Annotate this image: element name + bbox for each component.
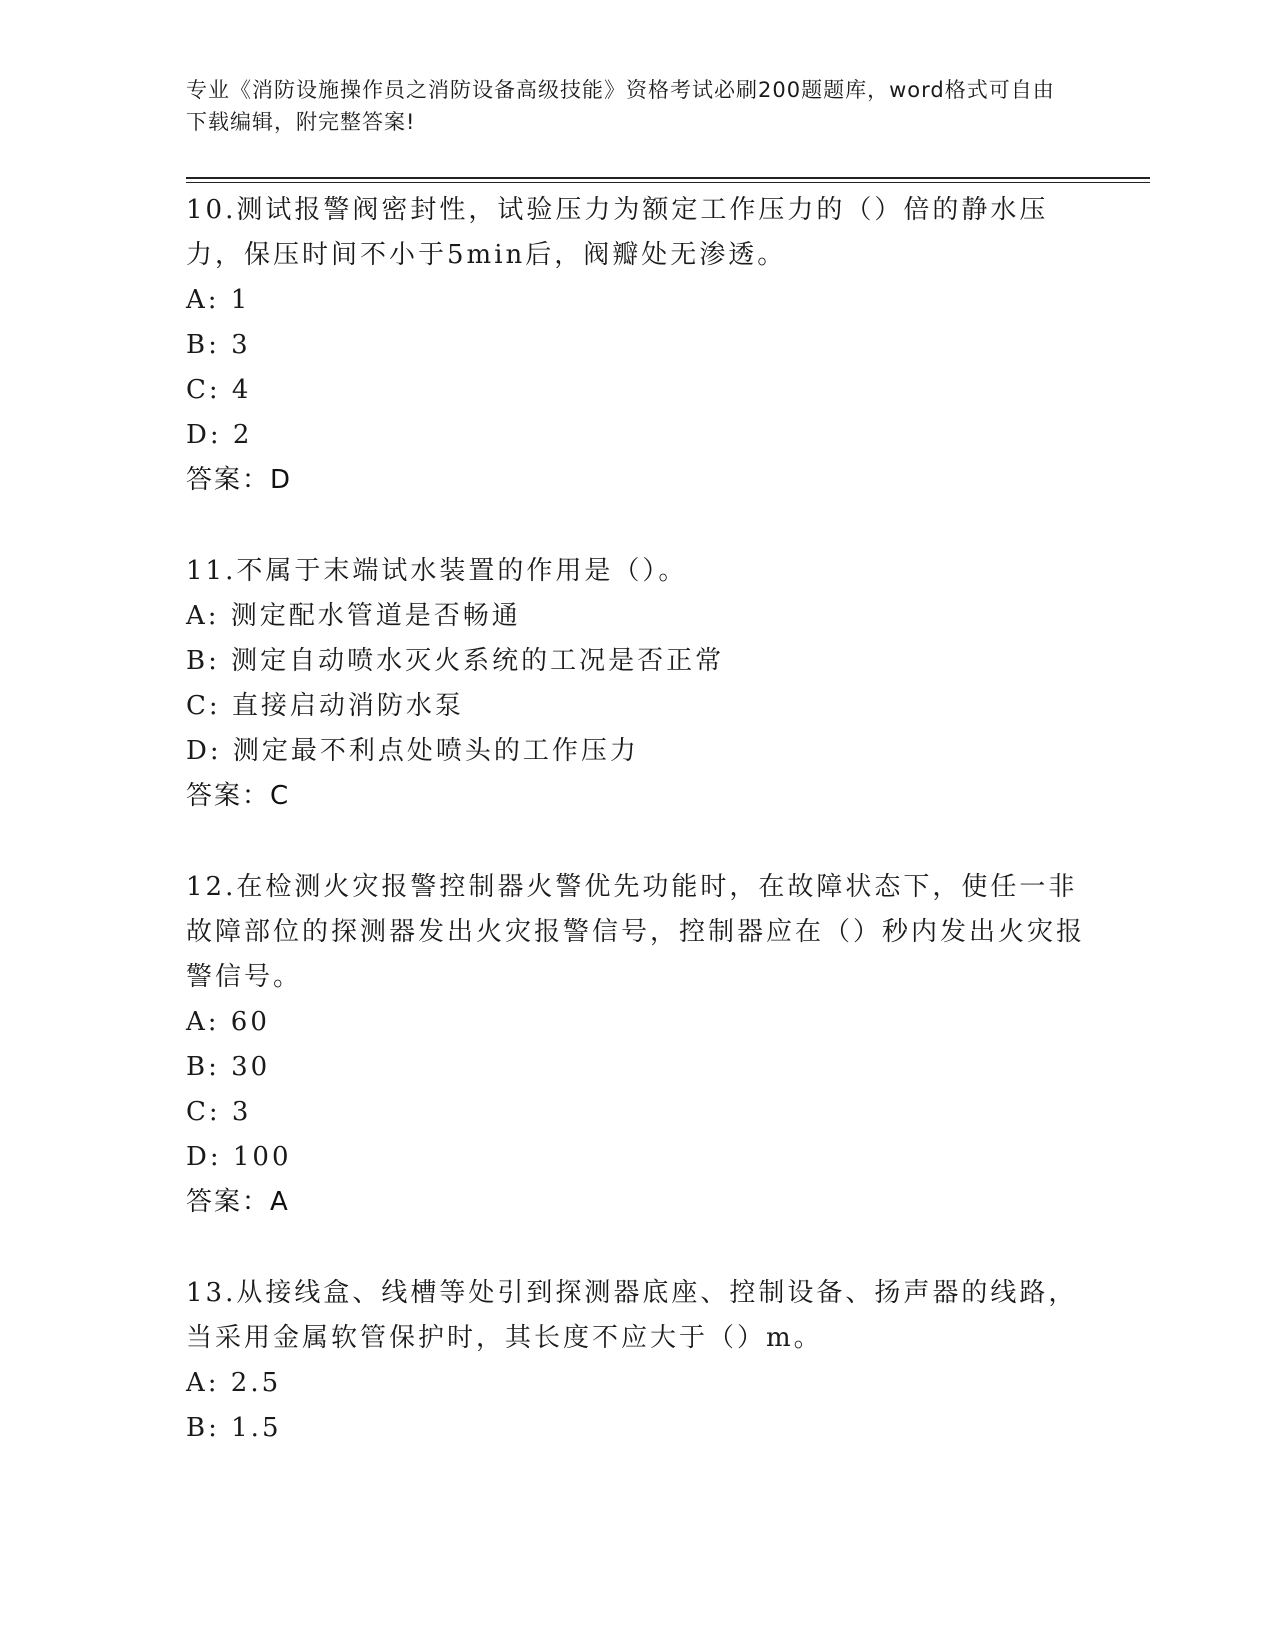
question-spacer — [186, 1225, 1086, 1271]
option-d: D: 100 — [186, 1142, 292, 1172]
question-stem: 10.测试报警阀密封性，试验压力为额定工作压力的（）倍的静水压力，保压时间不小于5min后，阀瓣处无渗透。 — [186, 195, 1049, 270]
option-a: A: 2.5 — [186, 1368, 282, 1398]
question-stem: 12.在检测火灾报警控制器火警优先功能时，在故障状态下，使任一非故障部位的探测器发出火灾报警信号，控制器应在（）秒内发出火灾报警信号。 — [186, 872, 1086, 992]
question-item — [186, 188, 1086, 503]
question-spacer — [186, 819, 1086, 865]
option-a: A: 60 — [186, 1007, 270, 1037]
option-c: C: 4 — [186, 375, 252, 405]
question-list — [186, 188, 1086, 1451]
option-b: B: 3 — [186, 330, 251, 360]
option-b: B: 30 — [186, 1052, 271, 1082]
option-c: C: 直接启动消防水泵 — [186, 691, 464, 721]
answer-line: 答案：C — [186, 781, 291, 811]
answer-line: 答案：A — [186, 1187, 290, 1217]
document-intro: 专业《消防设施操作员之消防设备高级技能》资格考试必刷200题题库，word格式可自由下载编辑，附完整答案! — [186, 78, 1055, 134]
question-item — [186, 1271, 1086, 1451]
question-spacer — [186, 503, 1086, 549]
answer-line: 答案：D — [186, 465, 293, 495]
option-d: D: 测定最不利点处喷头的工作压力 — [186, 736, 639, 766]
question-item — [186, 549, 1086, 819]
option-c: C: 3 — [186, 1097, 252, 1127]
question-stem: 11.不属于末端试水装置的作用是（）。 — [186, 556, 688, 586]
option-a: A: 1 — [186, 285, 251, 315]
option-d: D: 2 — [186, 420, 253, 450]
header-divider-thin — [186, 182, 1150, 183]
option-b: B: 测定自动喷水灭火系统的工况是否正常 — [186, 646, 725, 676]
question-stem: 13.从接线盒、线槽等处引到探测器底座、控制设备、扬声器的线路，当采用金属软管保护时，其长度不应大于（）m。 — [186, 1278, 1078, 1353]
option-a: A: 测定配水管道是否畅通 — [186, 601, 521, 631]
header-divider-thick — [186, 177, 1150, 179]
question-item — [186, 865, 1086, 1225]
option-b: B: 1.5 — [186, 1413, 282, 1443]
